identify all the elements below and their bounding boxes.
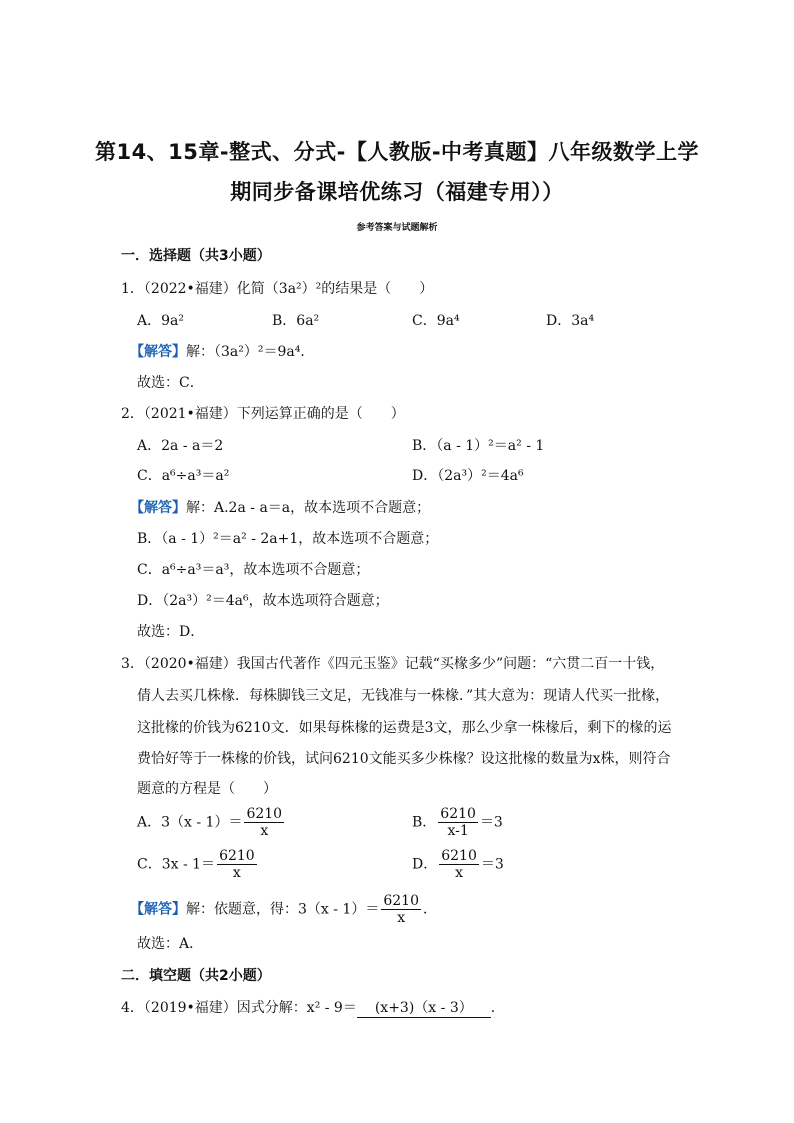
q2-choice: 故选：D．	[137, 624, 205, 640]
question-4-stem: 4．（2019•福建）因式分解：x² - 9＝ (x+3)（x - 3） ．	[121, 1000, 505, 1016]
answer-tag: 【解答】	[130, 500, 186, 516]
answer-tag: 【解答】	[130, 901, 186, 918]
q3-choice: 故选：A．	[137, 936, 204, 952]
q2-solution-line-1	[130, 498, 430, 518]
page-title-line-1: 第14、15章-整式、分式-【人教版-中考真题】八年级数学上学	[94, 140, 700, 164]
q2-option-c: C．a⁶÷a³＝a²	[137, 468, 230, 484]
question-3-stem-line-3: 这批椽的价钱为6210文．如果每株椽的运费是3文，那么少拿一株椽后，剩下的椽的运	[137, 720, 672, 736]
q3-option-d: D． $\frac{6210}{x}$ ＝3	[412, 848, 504, 881]
q3-solution: 【解答】解：依题意，得：3（x - 1）＝ $\frac{6210}{x}$ ．	[130, 893, 437, 926]
fraction: $\frac{6210}{x-1}$	[440, 806, 476, 839]
q2-solution-line-4: D．（2a³）²＝4a⁶，故本选项符合题意；	[137, 593, 389, 609]
q1-option-d: D．3a⁴	[546, 313, 595, 329]
q2-option-b: B．（a - 1）²＝a² - 1	[412, 438, 545, 454]
question-3-stem-line-4: 费恰好等于一株椽的价钱，试问6210文能买多少株椽？设这批椽的数量为x株，则符合	[137, 751, 671, 767]
q2-solution-text-1: 解：A.2a - a＝a，故本选项不合题意；	[186, 500, 431, 516]
question-1-stem: 1．（2022•福建）化简（3a²）²的结果是（ ）	[121, 281, 434, 297]
answer-blank: (x+3)（x - 3）	[357, 999, 491, 1018]
question-3-stem-line-2: 倩人去买几株椽．每株脚钱三文足，无钱准与一株椽．”其大意为：现请人代买一批椽，	[137, 688, 670, 704]
q3-option-a: A．3（x - 1）＝ $\frac{6210}{x}$	[137, 806, 283, 839]
page-title-line-2: 期同步备课培优练习（福建专用））	[230, 180, 564, 204]
q2-option-a: A．2a - a＝2	[137, 438, 224, 454]
q1-option-a: A．9a²	[137, 313, 184, 329]
section-heading-fill: 二．填空题（共2小题）	[121, 968, 271, 984]
q1-option-c: C．9a⁴	[412, 313, 460, 329]
question-2-stem: 2．（2021•福建）下列运算正确的是（ ）	[121, 406, 405, 422]
q1-solution	[130, 342, 314, 362]
q2-solution-line-2: B．（a - 1）²＝a² - 2a+1，故本选项不合题意；	[137, 531, 439, 547]
fraction: $\frac{6210}{x}$	[219, 848, 255, 881]
question-3-stem-line-1: 3．（2020•福建）我国古代著作《四元玉鉴》记载“买椽多少”问题：“六贯二百一十钱，	[121, 656, 665, 672]
q1-solution-text: 解：（3a²）²＝9a⁴．	[186, 344, 315, 360]
q1-choice: 故选：C．	[137, 375, 204, 391]
question-3-stem-line-5: 题意的方程是（ ）	[137, 781, 277, 797]
fraction: $\frac{6210}{x}$	[246, 806, 283, 839]
fraction: $\frac{6210}{x}$	[383, 893, 419, 926]
answer-tag: 【解答】	[130, 344, 186, 360]
q3-option-b: B． $\frac{6210}{x-1}$ ＝3	[412, 806, 503, 839]
page-subtitle: 参考答案与试题解析	[356, 223, 438, 233]
q2-option-d: D．（2a³）²＝4a⁶	[412, 468, 524, 484]
q3-option-c: C．3x - 1＝ $\frac{6210}{x}$	[137, 848, 255, 881]
q2-solution-line-3: C．a⁶÷a³＝a³，故本选项不合题意；	[137, 562, 370, 578]
section-heading-choice: 一．选择题（共3小题）	[121, 248, 271, 264]
fraction: $\frac{6210}{x}$	[441, 848, 477, 881]
q1-option-b: B．6a²	[272, 313, 320, 329]
